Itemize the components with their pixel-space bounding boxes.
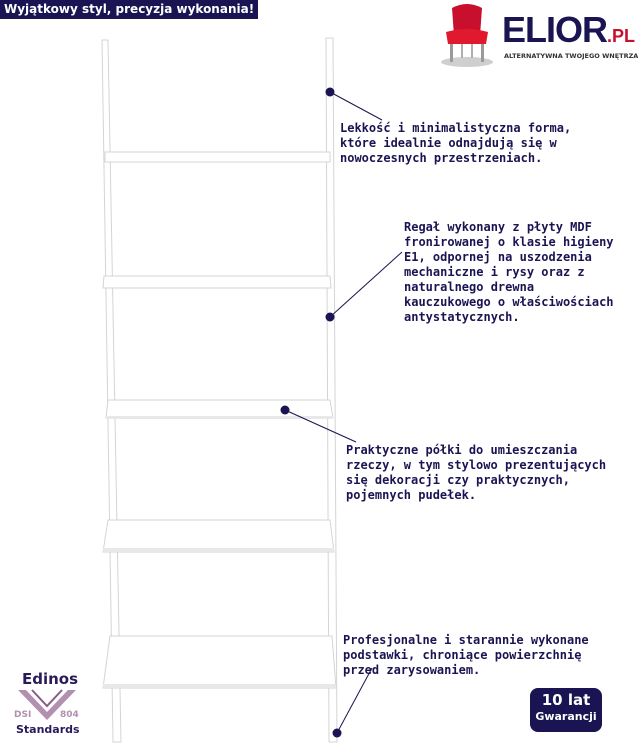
callout-4 [333,668,373,738]
shelf-4 [103,520,334,552]
header-tagline: Wyjątkowy styl, precyzja wykonania! [0,0,258,19]
shelf-2 [103,276,331,288]
edinos-dsi: DSI [14,710,32,720]
edinos-code: 804 [60,710,79,720]
note-lightness: Lekkość i minimalistyczna forma, które idealnie odnajdują się w nowoczesnych przestrzeniach. [340,121,572,165]
callout-2 [326,252,403,322]
dot-icon [326,313,335,322]
shelf-1 [105,152,330,162]
shelf-5 [103,636,336,688]
callout-1 [326,88,383,121]
logo-domain: .PL [607,26,636,46]
edinos-standards: Standards [16,723,80,736]
logo-brand-name: ELIOR [502,9,608,50]
dot-icon [333,729,342,738]
warranty-label: Gwarancji [535,710,597,723]
shelf-3 [106,400,333,418]
dot-icon [281,406,290,415]
note-feet: Profesjonalne i starannie wykonane podstawki, chroniące powierzchnię przed zarysowaniem. [343,633,589,677]
logo-tagline: ALTERNATYWNA TWOJEGO WNĘTRZA [504,52,638,60]
warranty-years: 10 lat [541,691,591,709]
dot-icon [326,88,335,97]
edinos-title: Edinos [22,670,79,688]
note-shelves: Praktyczne półki do umieszczania rzeczy, w tym stylowo prezentujących się dekoracji czy praktycznych, pojemnych pudełek. [346,443,607,502]
note-material: Regał wykonany z płyty MDF fronirowanej o klasie higieny E1, odpornej na uszodzenia mechaniczne i rysy oraz z naturalnego drewna kauczukowego o właściwościach antystatycznych. [404,220,614,324]
edinos-badge [12,668,82,740]
warranty-badge [530,688,602,732]
